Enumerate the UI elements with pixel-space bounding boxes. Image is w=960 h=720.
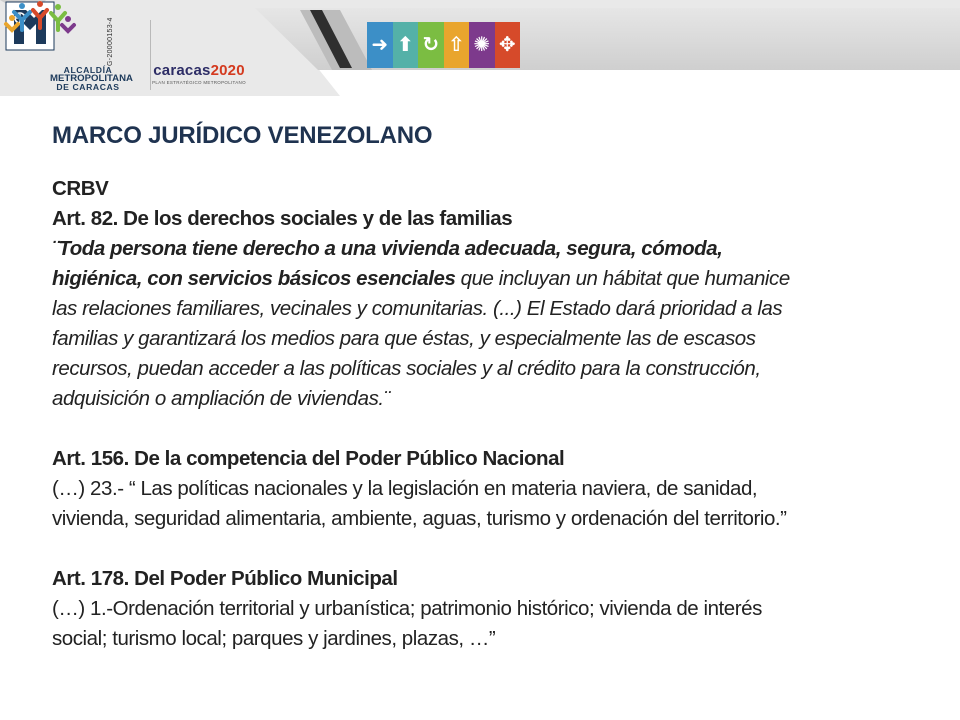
art156-heading: Art. 156. De la competencia del Poder Público Nacional xyxy=(52,447,565,470)
logo-line-3: DE CARACAS xyxy=(56,82,120,93)
caracas-2020-wordmark xyxy=(144,62,254,79)
art82-line-4: familias y garantizará los medios para que éstas, y especialmente las de escasos xyxy=(52,327,756,350)
art178-line-2: social; turismo local; parques y jardines, plazas, …” xyxy=(52,627,496,650)
art82-line-5: recursos, puedan acceder a las políticas sociales y al crédito para la construcción, xyxy=(52,357,761,380)
rif-code: G-20000153-4 xyxy=(107,17,114,67)
person-up-icon: ⬆ xyxy=(393,22,419,68)
logo-line-2: METROPOLITANA xyxy=(50,72,133,84)
art82-heading: Art. 82. De los derechos sociales y de las familias xyxy=(52,207,513,230)
art156-line-2: vivienda, seguridad alimentaria, ambiente, aguas, turismo y ordenación del territorio.” xyxy=(52,507,787,530)
art82-line-2 xyxy=(52,264,942,294)
art82-line-2-rest: que incluyan un hábitat que humanice xyxy=(455,267,790,290)
source-label: CRBV xyxy=(52,177,109,200)
art178-line-1: (…) 1.-Ordenación territorial y urbanística; patrimonio histórico; vivienda de interés xyxy=(52,597,762,620)
spacer xyxy=(52,534,942,564)
recycle-icon: ↻ xyxy=(418,22,444,68)
legal-content xyxy=(52,174,942,654)
art178-heading: Art. 178. Del Poder Público Municipal xyxy=(52,567,398,590)
cross-icon: ✥ xyxy=(495,22,521,68)
year-word: 2020 xyxy=(210,62,245,79)
art82-line-1: ¨Toda persona tiene derecho a una vivienda adecuada, segura, cómoda, xyxy=(52,237,723,260)
art82-line-2-bold: higiénica, con servicios básicos esenciales xyxy=(52,267,456,290)
logo-line-1: ALCALDÍA xyxy=(63,65,113,75)
up-arrow-icon: ⇧ xyxy=(444,22,470,68)
icon-tile-strip xyxy=(367,22,520,68)
art82-line-3: las relaciones familiares, vecinales y comunitarias. (...) El Estado dará prioridad a las xyxy=(52,297,783,320)
arrow-right-icon: ➜ xyxy=(367,22,393,68)
caracas-word: caracas xyxy=(153,62,211,79)
art156-line-1: (…) 23.- “ Las políticas nacionales y la legislación en materia naviera, de sanidad, xyxy=(52,477,758,500)
spacer xyxy=(52,414,942,444)
page-title: MARCO JURÍDICO VENEZOLANO xyxy=(52,122,433,149)
circle-dots-icon: ✺ xyxy=(469,22,495,68)
art82-line-6: adquisición o ampliación de viviendas.¨ xyxy=(52,387,390,410)
header-banner xyxy=(0,0,960,96)
caracas-2020-people-icon xyxy=(0,0,80,70)
caracas-tagline: PLAN ESTRATÉGICO METROPOLITANO xyxy=(152,80,246,85)
